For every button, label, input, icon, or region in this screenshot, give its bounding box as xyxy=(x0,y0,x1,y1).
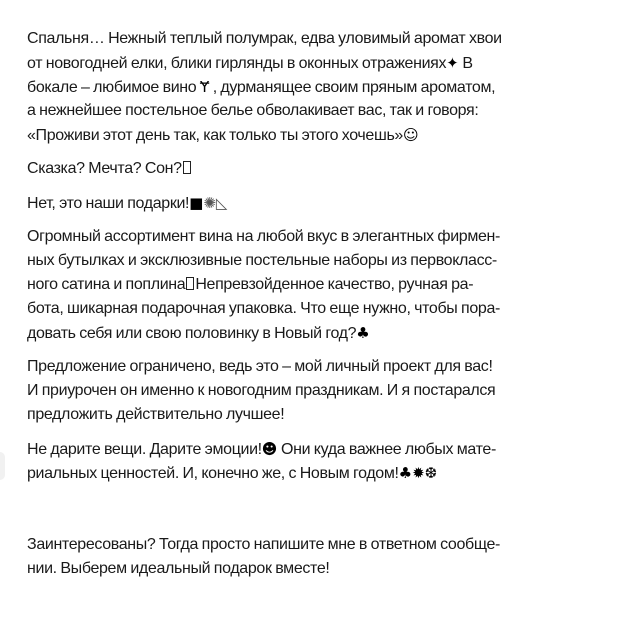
text-line: Огромный ассортимент вина на любой вкус в элегантных фирмен- xyxy=(27,228,501,245)
cat-face-icon: ☻ xyxy=(261,440,278,458)
text-line: Не дарите вещи. Дарите эмоции!☻ Они куда важнее любых мате- xyxy=(27,437,587,461)
text-line: ного сатина и поплина Непревзойденное качество, ручная ра- xyxy=(27,276,474,293)
page-edge-shadow xyxy=(0,452,5,480)
christmas-tree-icon: ♣ xyxy=(398,464,413,482)
text-line: предложить действительно лучшее! xyxy=(27,406,285,423)
text-line: «Проживи этот день так, как только ты этого хочешь»☺ xyxy=(27,123,587,147)
text-line: довать себя или свою половинку в Новый год?♣ xyxy=(27,321,587,345)
text-line: от новогодней елки, блики гирлянды в оконных отражениях✦ В xyxy=(27,51,587,75)
sparkles-icon: ✦ xyxy=(446,54,459,72)
text-line: Предложение ограничено, ведь это – мой личный проект для вас! xyxy=(27,358,493,375)
party-popper-icon: ◺ xyxy=(215,194,228,212)
confetti-ball-icon: ✺ xyxy=(203,194,216,212)
document-body xyxy=(27,27,587,591)
text-line: а нежнейшее постельное белье обволакивает вас, так и говоря: xyxy=(27,102,479,119)
paragraph-emotions xyxy=(27,437,587,485)
paragraph-assortment xyxy=(27,225,587,345)
text-line: Нет, это наши подарки!■✺◺ xyxy=(27,191,587,215)
text-line: И приурочен он именно к новогодним праздникам. И я постарался xyxy=(27,382,496,399)
snowflake-icon: ❆ xyxy=(424,464,438,482)
text-line: бота, шикарная подарочная упаковка. Что еще нужно, чтобы пора- xyxy=(27,300,500,317)
text-line: Спальня… Нежный теплый полумрак, едва уловимый аромат хвои xyxy=(27,30,502,47)
text-line: бокале – любимое вино Ɏ , дурманящее своим пряным ароматом, xyxy=(27,75,587,99)
paragraph-question xyxy=(27,157,587,181)
missing-glyph-icon xyxy=(183,161,191,174)
missing-glyph-icon xyxy=(186,277,194,290)
paragraph-intro xyxy=(27,27,587,147)
text-line: ных бутылках и эксклюзивные постельные наборы из первокласс- xyxy=(27,252,497,269)
paragraph-offer xyxy=(27,355,587,427)
star-burst-icon: ✹ xyxy=(412,464,425,482)
text-line: Сказка? Мечта? Сон? xyxy=(27,157,587,181)
paragraph-answer xyxy=(27,191,587,215)
text-line: Заинтересованы? Тогда просто напишите мне в ответном сообще- xyxy=(27,536,500,553)
text-line: риальных ценностей. И, конечно же, с Новым годом!♣✹❆ xyxy=(27,461,587,485)
christmas-tree-icon: ♣ xyxy=(356,324,370,342)
smiley-icon: ☺ xyxy=(402,126,419,144)
gift-icon: ■ xyxy=(189,194,204,212)
text-line: нии. Выберем идеальный подарок вместе! xyxy=(27,560,330,577)
paragraph-call-to-action xyxy=(27,533,587,581)
wine-glass-icon: Ɏ xyxy=(199,78,210,96)
blank-line xyxy=(27,495,587,533)
